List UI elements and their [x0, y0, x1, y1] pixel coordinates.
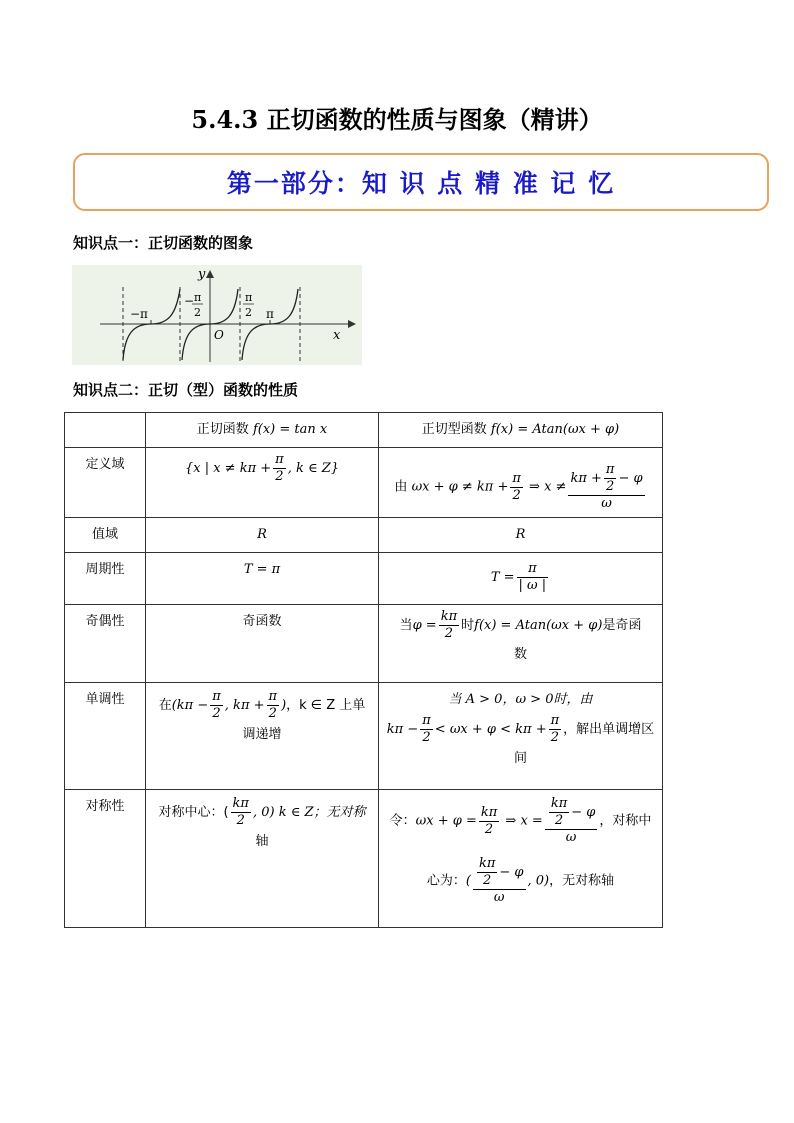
monotonic-k: ，k ∈ Z 上单 [286, 698, 366, 713]
row-label-parity: 奇偶性 [65, 605, 146, 683]
period-tantype-cell [379, 553, 663, 605]
pi-over-2-fraction [604, 462, 617, 495]
frac-num [545, 796, 598, 830]
neg-half-pi-num: π [194, 291, 202, 304]
period-tantype-pre: T = [490, 570, 515, 585]
frac-num: π [268, 689, 278, 704]
header-tantype-cell [379, 413, 663, 448]
k-pi-over-2-fraction [477, 856, 497, 889]
header-tantype-text: 正切型函数 [421, 422, 487, 437]
domain-arrow: ⇒ [529, 479, 540, 495]
parity-post-2: 数 [513, 647, 527, 662]
k-pi-over-2-fraction [439, 609, 459, 642]
header-tantype-formula: f(x) = Atan(ωx + φ) [490, 422, 620, 437]
parity-tantype-cell [379, 605, 663, 683]
frac-num: π [422, 713, 431, 728]
monotonic-ineq-a: kπ − [386, 722, 419, 737]
pi-label: π [266, 307, 274, 321]
frac-den: | ω | [518, 578, 547, 593]
row-label-domain: 定义域 [65, 448, 146, 518]
half-pi-num: π [245, 291, 253, 304]
table-row-domain [65, 448, 663, 518]
table-header-row [65, 413, 663, 448]
parity-post: 是奇函 [602, 618, 642, 633]
pi-over-2-fraction [420, 713, 433, 746]
pi-over-2-fraction [267, 689, 280, 722]
monotonic-ineq-c: ，解出单调增区 [563, 722, 655, 737]
domain-tan-cell [146, 448, 379, 518]
period-tan-value: T = π [146, 553, 379, 605]
domain-tan-post: , k ∈ Z} [287, 461, 340, 476]
frac-den: 2 [554, 813, 564, 828]
symmetry-arrow: ⇒ [505, 813, 517, 829]
row-label-monotonic: 单调性 [65, 683, 146, 790]
y-axis-arrow [206, 270, 214, 278]
frac-den: 2 [422, 730, 431, 745]
frac-num: π [212, 689, 221, 704]
monotonic-ineq-b: < ωx + φ < kπ + [434, 722, 547, 737]
knowledge-point-2-heading: 知识点二：正切（型）函数的性质 [73, 381, 299, 399]
domain-tantype-pre: 由 [394, 479, 408, 495]
symmetry-center-post: , 0) k ∈ Z；无对称 [252, 805, 366, 820]
pi-over-2-fraction [210, 689, 223, 722]
frac-num-post: − φ [618, 471, 643, 486]
frac-den: 2 [606, 479, 615, 494]
frac-den: 2 [512, 487, 521, 503]
frac-num [473, 856, 526, 890]
table-row-parity [65, 605, 663, 683]
header-empty-cell [65, 413, 146, 448]
y-axis-label: y [198, 267, 206, 282]
domain-tan-pre: {x | x ≠ kπ + [184, 461, 272, 476]
properties-table [64, 412, 663, 928]
symmetry-no-axis: ，无对称轴 [549, 873, 615, 889]
header-tan-cell [146, 413, 379, 448]
neg-half-pi-sign: − [184, 294, 195, 308]
symmetry-center-pre: 对称中心：( [158, 805, 229, 820]
minus-phi: − φ [571, 805, 596, 820]
monotonic-in: 在 [158, 698, 172, 713]
symmetry-line2: 轴 [255, 834, 269, 849]
frac-num: kπ [440, 609, 458, 624]
range-tan-value: R [146, 518, 379, 553]
symmetry-center-label: 心为： [426, 873, 466, 889]
origin-label: O [214, 328, 224, 342]
section-heading-box [73, 153, 769, 211]
symmetry-let: 令： [389, 813, 416, 829]
half-pi-den: 2 [245, 306, 252, 319]
header-tan-text: 正切函数 [196, 422, 249, 437]
frac-num: π [512, 470, 521, 486]
monotonic-condition: 当 A > 0，ω > 0时，由 [448, 692, 593, 707]
parity-when-pre: 当 [399, 618, 413, 633]
monotonic-line3: 间 [513, 751, 527, 766]
symmetry-center-fraction [473, 856, 526, 906]
pi-over-2-fraction [273, 452, 286, 485]
monotonic-line2: 调递增 [242, 727, 282, 742]
x-axis-label: x [333, 328, 341, 343]
row-label-range: 值域 [65, 518, 146, 553]
k-pi-over-2-fraction [231, 796, 251, 829]
frac-den: ω [565, 830, 577, 845]
neg-pi-label: −π [130, 307, 148, 321]
domain-x-neq: x ≠ [544, 479, 567, 495]
page-title: 5.4.3 正切函数的性质与图象（精讲） [191, 105, 603, 134]
frac-den: 2 [268, 706, 277, 721]
monotonic-mid: , kπ + [224, 698, 265, 713]
domain-tantype-cell [379, 448, 663, 518]
section-heading: 第一部分：知 识 点 精 准 记 忆 [226, 169, 616, 198]
neg-half-pi-den: 2 [194, 306, 201, 319]
frac-den: 2 [236, 813, 245, 828]
parity-when: 时 [461, 618, 475, 633]
symmetry-x-fraction [545, 796, 598, 846]
monotonic-open: (kπ − [171, 698, 209, 713]
symmetry-x-eq: x = [520, 813, 543, 829]
frac-num [568, 462, 644, 496]
knowledge-point-1-heading: 知识点一：正切函数的图象 [73, 234, 254, 252]
frac-num: π [517, 561, 549, 578]
frac-den: ω [493, 890, 505, 905]
row-label-period: 周期性 [65, 553, 146, 605]
table-row-range [65, 518, 663, 553]
frac-den: 2 [212, 706, 221, 721]
row-label-symmetry: 对称性 [65, 790, 146, 928]
table-row-symmetry [65, 790, 663, 928]
symmetry-center-open: ( [465, 873, 471, 889]
range-tantype-value: R [379, 518, 663, 553]
parity-phi-eq: φ = [412, 618, 437, 633]
frac-num: π [550, 713, 560, 728]
domain-tantype-mid: ωx + φ ≠ kπ + [411, 479, 509, 495]
parity-formula: f(x) = Atan(ωx + φ) [474, 618, 603, 633]
monotonic-close: ) [281, 698, 287, 713]
pi-over-2-fraction [549, 713, 562, 746]
k-pi-over-2-fraction [549, 796, 569, 829]
symmetry-tan-cell [146, 790, 379, 928]
monotonic-tantype-cell [379, 683, 663, 790]
frac-den: 2 [275, 469, 284, 484]
tangent-graph [72, 265, 362, 365]
period-fraction [517, 561, 549, 594]
pi-over-2-fraction [510, 471, 523, 504]
frac-num: π [275, 452, 284, 467]
frac-den: ω [601, 496, 612, 511]
tangent-graph-svg [72, 265, 362, 365]
frac-num: kπ [478, 856, 496, 871]
header-tan-formula: f(x) = tan x [252, 422, 328, 437]
frac-den: 2 [444, 626, 454, 641]
symmetry-center-of: ，对称中 [599, 813, 652, 829]
symmetry-tantype-cell [379, 790, 663, 928]
k-pi-over-2-fraction [479, 805, 499, 838]
frac-num-pre: kπ + [570, 471, 602, 486]
frac-den: 2 [483, 873, 492, 888]
frac-num: kπ [232, 796, 249, 811]
symmetry-center-line [385, 856, 656, 906]
domain-solution-fraction [568, 462, 644, 512]
frac-den: 2 [484, 821, 494, 837]
frac-num: kπ [550, 796, 568, 811]
symmetry-eq: ωx + φ = [415, 813, 477, 829]
frac-num: kπ [480, 804, 498, 820]
frac-den: 2 [550, 730, 560, 745]
minus-phi: − φ [499, 865, 524, 880]
monotonic-tan-cell [146, 683, 379, 790]
x-axis-arrow [348, 320, 356, 328]
parity-tan-value: 奇函数 [146, 605, 379, 683]
table-row-period [65, 553, 663, 605]
symmetry-center-close: , 0) [527, 873, 550, 889]
table-row-monotonic [65, 683, 663, 790]
frac-num: π [605, 462, 615, 477]
